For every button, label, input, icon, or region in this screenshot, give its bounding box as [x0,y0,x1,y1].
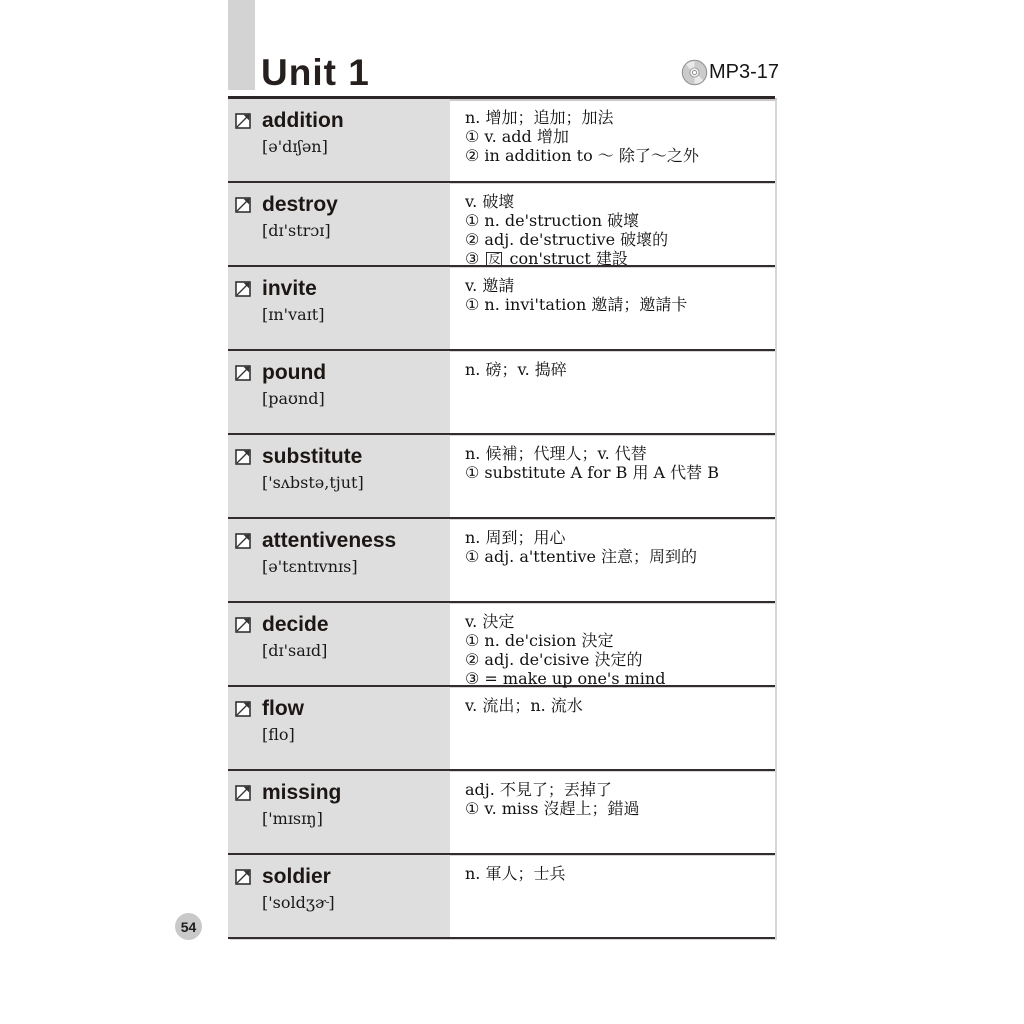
vocab-row [228,99,775,183]
definition-line: v. 破壞 [465,192,515,211]
definition-line: n. 周到；用心 [465,528,566,547]
headword: decide [262,613,329,636]
definition-cell [450,771,775,853]
vocab-row [228,519,775,603]
mp3-badge [681,59,779,86]
vocab-row [228,855,775,939]
definition-cell [450,267,775,349]
page-number: 54 [180,918,197,935]
checkbox-icon [235,113,251,181]
word-block [262,110,344,181]
definition-cell [450,687,775,769]
definition-line: ① v. add 增加 [465,127,569,146]
headword: invite [262,277,317,300]
word-cell [228,267,450,349]
word-cell [228,351,450,433]
word-block [262,782,341,853]
word-block [262,530,396,601]
word-cell [228,771,450,853]
headword: destroy [262,193,338,216]
definition-cell [450,99,775,181]
definition-line: ① n. invi'tation 邀請；邀請卡 [465,295,688,314]
vocab-row [228,183,775,267]
checkbox-icon [235,869,251,937]
headword: missing [262,781,342,804]
headword: flow [262,697,304,720]
phonetic: [dɪ'strɔɪ] [262,221,331,241]
phonetic: [ə'tɛntɪvnɪs] [262,557,358,577]
definition-line: adj. 不見了；丟掉了 [465,780,612,799]
definition-line: v. 流出；n. 流水 [465,696,583,715]
word-block [262,698,304,769]
checkbox-icon [235,617,251,685]
word-block [262,614,329,685]
phonetic: [ɪn'vaɪt] [262,305,325,325]
definition-line: ① substitute A for B 用 A 代替 B [465,463,720,482]
word-cell [228,687,450,769]
checkbox-icon [235,449,251,517]
word-cell [228,519,450,601]
phonetic: [dɪ'saɪd] [262,641,328,661]
vocab-row [228,771,775,855]
antonym-box-label: 反 [488,252,501,266]
definition-line: ② adj. de'cisive 決定的 [465,650,643,669]
unit-title: Unit 1 [261,52,370,93]
definition-line: ① adj. a'ttentive 注意；周到的 [465,547,698,566]
word-block [262,278,324,349]
word-cell [228,435,450,517]
phonetic: ['mɪsɪŋ] [262,809,323,829]
definition-cell [450,183,775,268]
vocab-row [228,267,775,351]
definition-cell [450,435,775,517]
phonetic: [ə'dɪʃən] [262,137,328,157]
phonetic: ['sʌbstə,tjut] [262,473,364,493]
word-block [262,362,326,433]
definition-line: v. 邀請 [465,276,515,295]
checkbox-icon [235,701,251,769]
definition-line: ① n. de'struction 破壞 [465,211,640,230]
headword: attentiveness [262,529,397,552]
headword: addition [262,109,344,132]
checkbox-icon [235,533,251,601]
definition-cell [450,603,775,688]
definition-line: n. 候補；代理人；v. 代替 [465,444,647,463]
definition-line: ③ 反 con'struct 建設 [465,249,628,268]
vocab-table [228,99,775,939]
phonetic: [paʊnd] [262,389,325,409]
word-cell [228,603,450,685]
word-cell [228,99,450,181]
definition-line: n. 軍人；士兵 [465,864,566,883]
checkbox-icon [235,197,251,265]
vocab-row [228,687,775,771]
vocab-row [228,603,775,687]
header-accent-bar [228,0,255,90]
mp3-label: MP3-17 [709,61,780,83]
headword: soldier [262,865,331,888]
definition-line: ③ = make up one's mind [465,669,666,688]
definition-line: ① v. miss 沒趕上；錯過 [465,799,640,818]
vocab-row [228,351,775,435]
definition-line: ① n. de'cision 決定 [465,631,614,650]
definition-cell [450,519,775,601]
word-block [262,866,335,937]
definition-cell [450,855,775,937]
checkbox-icon [235,365,251,433]
definition-line: n. 增加；追加；加法 [465,108,614,127]
phonetic: ['soldʒɚ] [262,893,335,913]
checkbox-icon [235,785,251,853]
word-cell [228,855,450,937]
word-cell [228,183,450,265]
headword: pound [262,361,327,384]
definition-line: n. 磅；v. 搗碎 [465,360,567,379]
definition-line: ② in addition to ～ 除了～之外 [465,146,699,165]
headword: substitute [262,445,363,468]
vocab-row [228,435,775,519]
word-block [262,194,338,265]
page-number-badge [175,913,202,940]
phonetic: [flo] [262,725,295,745]
definition-line: v. 決定 [465,612,515,631]
cd-icon [681,59,708,86]
definition-line: ② adj. de'structive 破壞的 [465,230,669,249]
word-block [262,446,364,517]
definition-cell [450,351,775,433]
checkbox-icon [235,281,251,349]
